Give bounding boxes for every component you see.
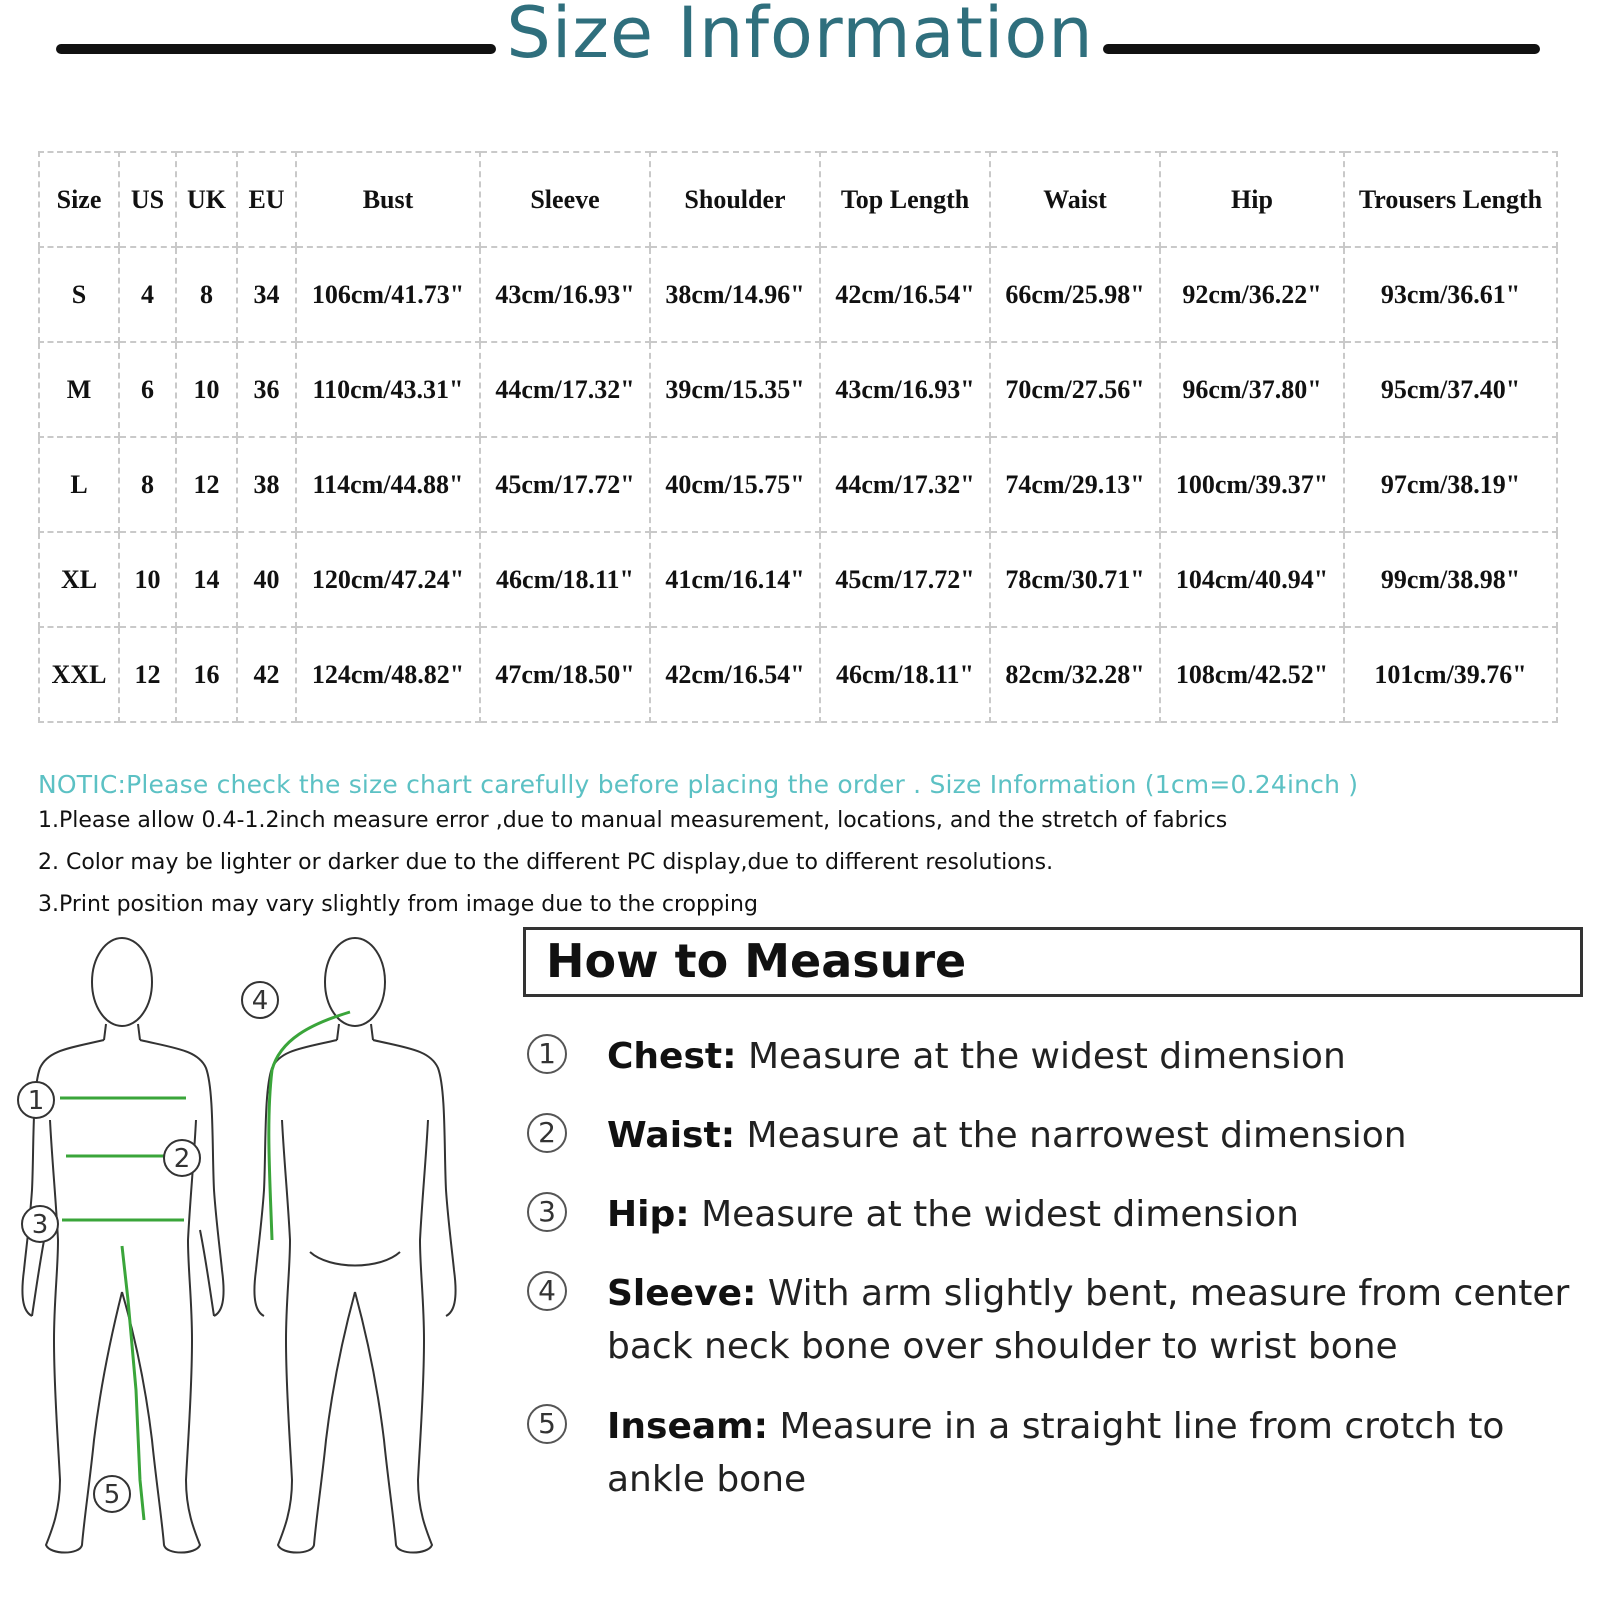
back-figure (251, 938, 455, 1553)
table-cell: 97cm/38.19" (1344, 437, 1557, 532)
table-cell: 4 (119, 247, 176, 342)
marker-3: 3 (31, 1210, 49, 1240)
header-eu: EU (237, 152, 296, 247)
header-hip: Hip (1160, 152, 1344, 247)
page-title: Size Information (506, 0, 1094, 74)
table-cell: 92cm/36.22" (1160, 247, 1344, 342)
table-cell: 44cm/17.32" (820, 437, 990, 532)
back-marker-labels (252, 986, 269, 1016)
table-cell: 38cm/14.96" (650, 247, 820, 342)
marker-5: 5 (103, 1480, 121, 1510)
header-bust: Bust (296, 152, 480, 247)
header-size: Size (39, 152, 119, 247)
step-description: Measure at the narrowest dimension (735, 1115, 1407, 1156)
table-cell: 42cm/16.54" (650, 627, 820, 722)
step-label: Chest: (607, 1036, 737, 1077)
table-cell: 95cm/37.40" (1344, 342, 1557, 437)
table-cell: XXL (39, 627, 119, 722)
note-2: 2. Color may be lighter or darker due to the different PC display,due to different resolutions. (38, 850, 1054, 875)
table-cell: 16 (176, 627, 237, 722)
table-cell: 96cm/37.80" (1160, 342, 1344, 437)
table-cell: 40cm/15.75" (650, 437, 820, 532)
table-cell: 43cm/16.93" (820, 342, 990, 437)
how-to-measure-header (523, 927, 1583, 997)
table-cell: 101cm/39.76" (1344, 627, 1557, 722)
header-top-length: Top Length (820, 152, 990, 247)
table-cell: 108cm/42.52" (1160, 627, 1344, 722)
table-cell: 8 (119, 437, 176, 532)
marker-1: 1 (27, 1086, 45, 1116)
table-cell: 40 (237, 532, 296, 627)
table-cell: S (39, 247, 119, 342)
body-figures-illustration (10, 920, 490, 1585)
step-description: Measure at the widest dimension (689, 1194, 1299, 1235)
table-row (39, 532, 1557, 627)
table-cell: 39cm/15.35" (650, 342, 820, 437)
step-description: Measure in a straight line from crotch to ankle bone (607, 1406, 1505, 1500)
table-cell: 44cm/17.32" (480, 342, 650, 437)
marker-2: 2 (173, 1144, 191, 1174)
table-cell: 34 (237, 247, 296, 342)
table-row (39, 247, 1557, 342)
how-to-measure-title: How to Measure (546, 934, 967, 988)
table-cell: 8 (176, 247, 237, 342)
step-label: Inseam: (607, 1406, 769, 1447)
step-description: With arm slightly bent, measure from center back neck bone over shoulder to wrist bone (607, 1273, 1570, 1367)
table-cell: 14 (176, 532, 237, 627)
table-header-row (39, 152, 1557, 247)
table-cell: 74cm/29.13" (990, 437, 1160, 532)
table-cell: M (39, 342, 119, 437)
table-cell: 42cm/16.54" (820, 247, 990, 342)
notice-text: NOTIC:Please check the size chart carefully before placing the order . Size Information (1cm=0.24inch ) (38, 770, 1359, 799)
step-description: Measure at the widest dimension (736, 1036, 1346, 1077)
step-text (607, 1267, 1597, 1373)
table-cell: 42 (237, 627, 296, 722)
step-label: Waist: (607, 1115, 736, 1156)
table-cell: 46cm/18.11" (480, 532, 650, 627)
size-table (38, 151, 1558, 723)
table-cell: 41cm/16.14" (650, 532, 820, 627)
step-label: Hip: (607, 1194, 690, 1235)
table-cell: 99cm/38.98" (1344, 532, 1557, 627)
front-figure (22, 938, 223, 1553)
title-bar (0, 0, 1600, 100)
table-cell: 10 (119, 532, 176, 627)
table-cell: 82cm/32.28" (990, 627, 1160, 722)
header-us: US (119, 152, 176, 247)
step-number: 1 (527, 1034, 567, 1074)
table-cell: 12 (119, 627, 176, 722)
header-trousers-length: Trousers Length (1344, 152, 1557, 247)
table-cell: 104cm/40.94" (1160, 532, 1344, 627)
table-cell: 47cm/18.50" (480, 627, 650, 722)
table-cell: 43cm/16.93" (480, 247, 650, 342)
step-text (607, 1030, 1597, 1083)
table-cell: L (39, 437, 119, 532)
table-row (39, 342, 1557, 437)
table-cell: 110cm/43.31" (296, 342, 480, 437)
step-number: 4 (527, 1271, 567, 1311)
title-rule-right (1103, 44, 1540, 54)
step-number: 2 (527, 1113, 567, 1153)
table-cell: 70cm/27.56" (990, 342, 1160, 437)
table-cell: 93cm/36.61" (1344, 247, 1557, 342)
header-waist: Waist (990, 152, 1160, 247)
table-cell: 6 (119, 342, 176, 437)
table-cell: 38 (237, 437, 296, 532)
table-row (39, 437, 1557, 532)
table-row (39, 627, 1557, 722)
table-cell: 106cm/41.73" (296, 247, 480, 342)
table-cell: 100cm/39.37" (1160, 437, 1344, 532)
header-uk: UK (176, 152, 237, 247)
step-label: Sleeve: (607, 1273, 757, 1314)
header-shoulder: Shoulder (650, 152, 820, 247)
note-1: 1.Please allow 0.4-1.2inch measure error ,due to manual measurement, locations, and the stretch of fabrics (38, 808, 1228, 833)
front-markers (18, 1082, 200, 1512)
step-text (607, 1188, 1597, 1241)
title-rule-left (56, 44, 496, 54)
table-cell: 36 (237, 342, 296, 437)
table-cell: 124cm/48.82" (296, 627, 480, 722)
table-cell: 45cm/17.72" (480, 437, 650, 532)
step-text (607, 1109, 1597, 1162)
step-text (607, 1400, 1597, 1506)
table-cell: 12 (176, 437, 237, 532)
table-cell: 45cm/17.72" (820, 532, 990, 627)
header-sleeve: Sleeve (480, 152, 650, 247)
note-3: 3.Print position may vary slightly from image due to the cropping (38, 892, 758, 917)
marker-4: 4 (251, 986, 269, 1016)
step-number: 3 (527, 1192, 567, 1232)
table-cell: 46cm/18.11" (820, 627, 990, 722)
step-number: 5 (527, 1404, 567, 1444)
table-cell: 78cm/30.71" (990, 532, 1160, 627)
table-cell: 120cm/47.24" (296, 532, 480, 627)
table-cell: XL (39, 532, 119, 627)
table-cell: 10 (176, 342, 237, 437)
table-cell: 114cm/44.88" (296, 437, 480, 532)
table-cell: 66cm/25.98" (990, 247, 1160, 342)
